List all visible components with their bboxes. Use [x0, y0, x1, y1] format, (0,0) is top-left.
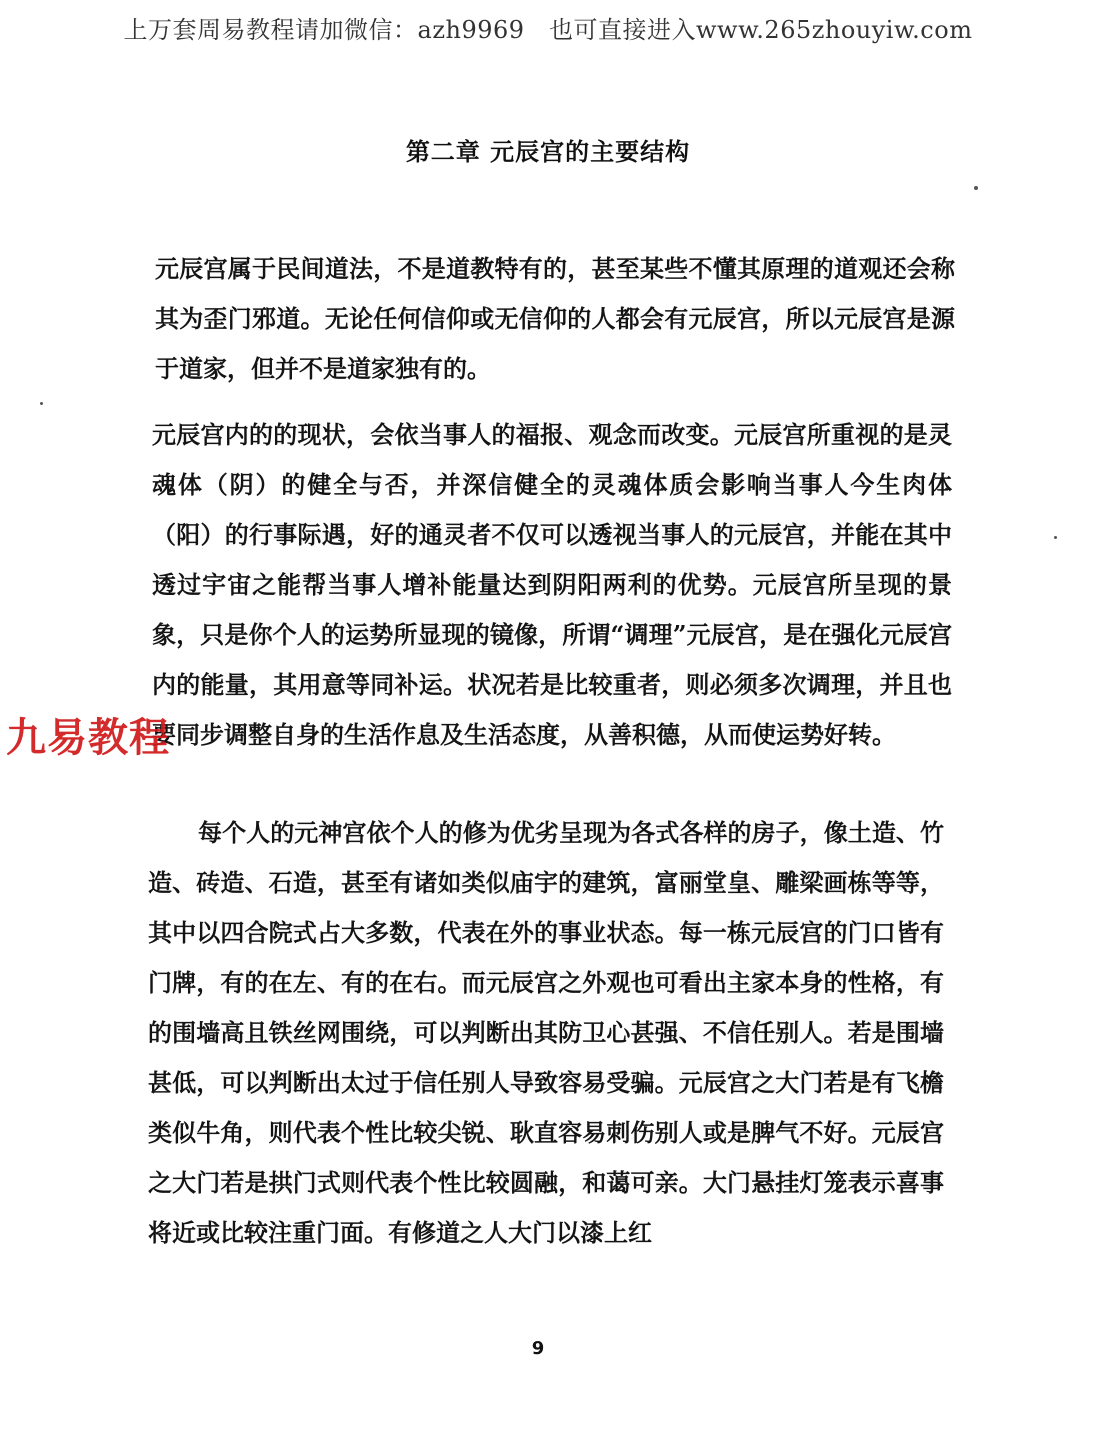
watermark-logo: 九易教程	[6, 715, 170, 761]
header-banner: 上万套周易教程请加微信：azh9969 也可直接进入www.265zhouyiw.com	[123, 16, 973, 44]
paragraph-2: 元辰宫内的的现状，会依当事人的福报、观念而改变。元辰宫所重视的是灵魂体（阴）的健全与否，并深信健全的灵魂体质会影响当事人今生肉体（阳）的行事际遇，好的通灵者不仅可以透视当事人的元辰宫，并能在其中透过宇宙之能帮当事人增补能量达到阴阳两利的优势。元辰宫所呈现的景象，只是你个人的运势所显现的镜像，所谓“调理”元辰宫，是在强化元辰宫内的能量，其用意等同补运。状况若是比较重者，则必须多次调理，并且也要同步调整自身的生活作息及生活态度，从善积德，从而使运势好转。	[152, 420, 952, 749]
paragraph-1: 元辰宫属于民间道法，不是道教特有的，甚至某些不懂其原理的道观还会称其为歪门邪道。无论任何信仰或无信仰的人都会有元辰宫，所以元辰宫是源于道家，但并不是道家独有的。	[155, 254, 955, 383]
scan-speck	[40, 402, 43, 405]
scan-speck	[974, 186, 978, 190]
chapter-title: 第二章 元辰宫的主要结构	[405, 138, 691, 166]
page-number: 9	[531, 1338, 545, 1359]
scan-speck	[1054, 536, 1057, 539]
paragraph-3: 每个人的元神宫依个人的修为优劣呈现为各式各样的房子，像土造、竹造、砖造、石造，甚至有诸如类似庙宇的建筑，富丽堂皇、雕梁画栋等等，其中以四合院式占大多数，代表在外的事业状态。每一栋元辰宫的门口皆有门牌，有的在左、有的在右。而元辰宫之外观也可看出主家本身的性格，有的围墙高且铁丝网围绕，可以判断出其防卫心甚强、不信任别人。若是围墙甚低，可以判断出太过于信任别人导致容易受骗。元辰宫之大门若是有飞檐类似牛角，则代表个性比较尖锐、耿直容易刺伤别人或是脾气不好。元辰宫之大门若是拱门式则代表个性比较圆融，和蔼可亲。大门悬挂灯笼表示喜事将近或比较注重门面。有修道之人大门以漆上红	[148, 818, 944, 1247]
